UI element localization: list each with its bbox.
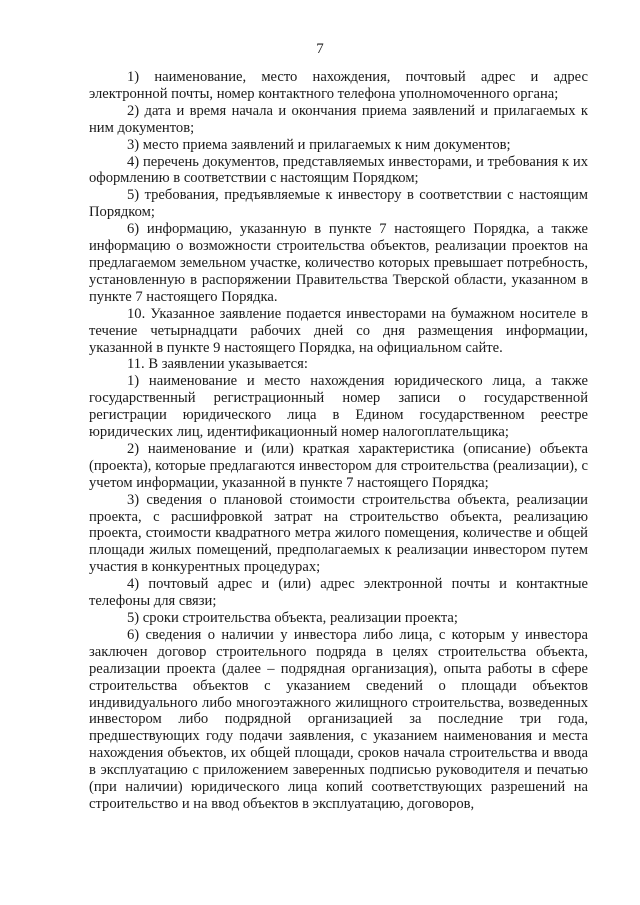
clause-11-item-4: 4) почтовый адрес и (или) адрес электронной почты и контактные телефоны для связи; — [89, 576, 588, 610]
list-item-1-name-location: 1) наименование, место нахождения, почтовый адрес и адрес электронной почты, номер контактного телефона уполномоченного органа; — [89, 69, 588, 102]
clause-11-item-3: 3) сведения о плановой стоимости строительства объекта, реализации проекта, с расшифровкой затрат на строительство объекта, реализацию проекта, стоимости квадратного метра жилого помещения, количестве и общей площади жилых помещений, предполагаемых к реализации инвестором путем участия в конкурентных процедурах; — [89, 491, 588, 576]
list-item-3-place: 3) место приема заявлений и прилагаемых к ним документов; — [127, 136, 511, 153]
list-item-5-requirements: 5) требования, предъявляемые к инвестору в соответствии с настоящим Порядком; — [89, 187, 588, 221]
clause-11-item-5: 5) сроки строительства объекта, реализации проекта; — [127, 610, 458, 626]
clause-11-heading: 11. В заявлении указывается: — [127, 356, 308, 373]
clause-11-item-6: 6) сведения о наличии у инвестора либо лица, с которым у инвестора заключен договор строительного подряда в целях строительства объекта, реализации проекта (далее – подрядная организация), опыта работы в сфере строительства объектов с указанием сведений о площади объектов индивидуального либо многоэтажного жилищного строительства, возведенных инвестором либо подрядной организацией за последние три года, предшествующих году подачи заявления, с указанием наименования и места нахождения объектов, их общей площади, сроков начала строительства и ввода в эксплуатацию с приложением заверенных подписью руководителя и печатью (при наличии) юридического лица копий соответствующих разрешений на строительство и на ввод объектов в эксплуатацию, договоров, — [89, 626, 588, 812]
clause-10: 10. Указанное заявление подается инвесторами на бумажном носителе в течение четырнадцати рабочих дней со дня размещения информации, указанной в пункте 9 настоящего Порядка, на официальном сайте. — [89, 305, 588, 356]
document-body — [89, 69, 588, 813]
list-item-6-information: 6) информацию, указанную в пункте 7 настоящего Порядка, а также информацию о возможности строительства объектов, реализации проектов на предлагаемом земельном участке, количество которых превышает потребность, установленную в распоряжении Правительства Тверской области, указанном в пункте 7 настоящего Порядка. — [89, 221, 588, 305]
clause-11-item-2: 2) наименование и (или) краткая характеристика (описание) объекта (проекта), которые предлагаются инвестором для строительства (реализации), с учетом информации, указанной в пункте 7 настоящего Порядка; — [89, 440, 588, 491]
clause-11-item-1: 1) наименование и место нахождения юридического лица, а также государственный регистрационный номер записи о государственной регистрации юридического лица в Едином государственном реестре юридических лиц, идентификационный номер налогоплательщика; — [89, 373, 588, 441]
page-number: 7 — [316, 41, 324, 57]
list-item-2-date-time: 2) дата и время начала и окончания приема заявлений и прилагаемых к ним документов; — [89, 102, 588, 136]
list-item-4-documents: 4) перечень документов, представляемых инвесторами, и требования к их оформлению в соответствии с настоящим Порядком; — [89, 153, 588, 187]
